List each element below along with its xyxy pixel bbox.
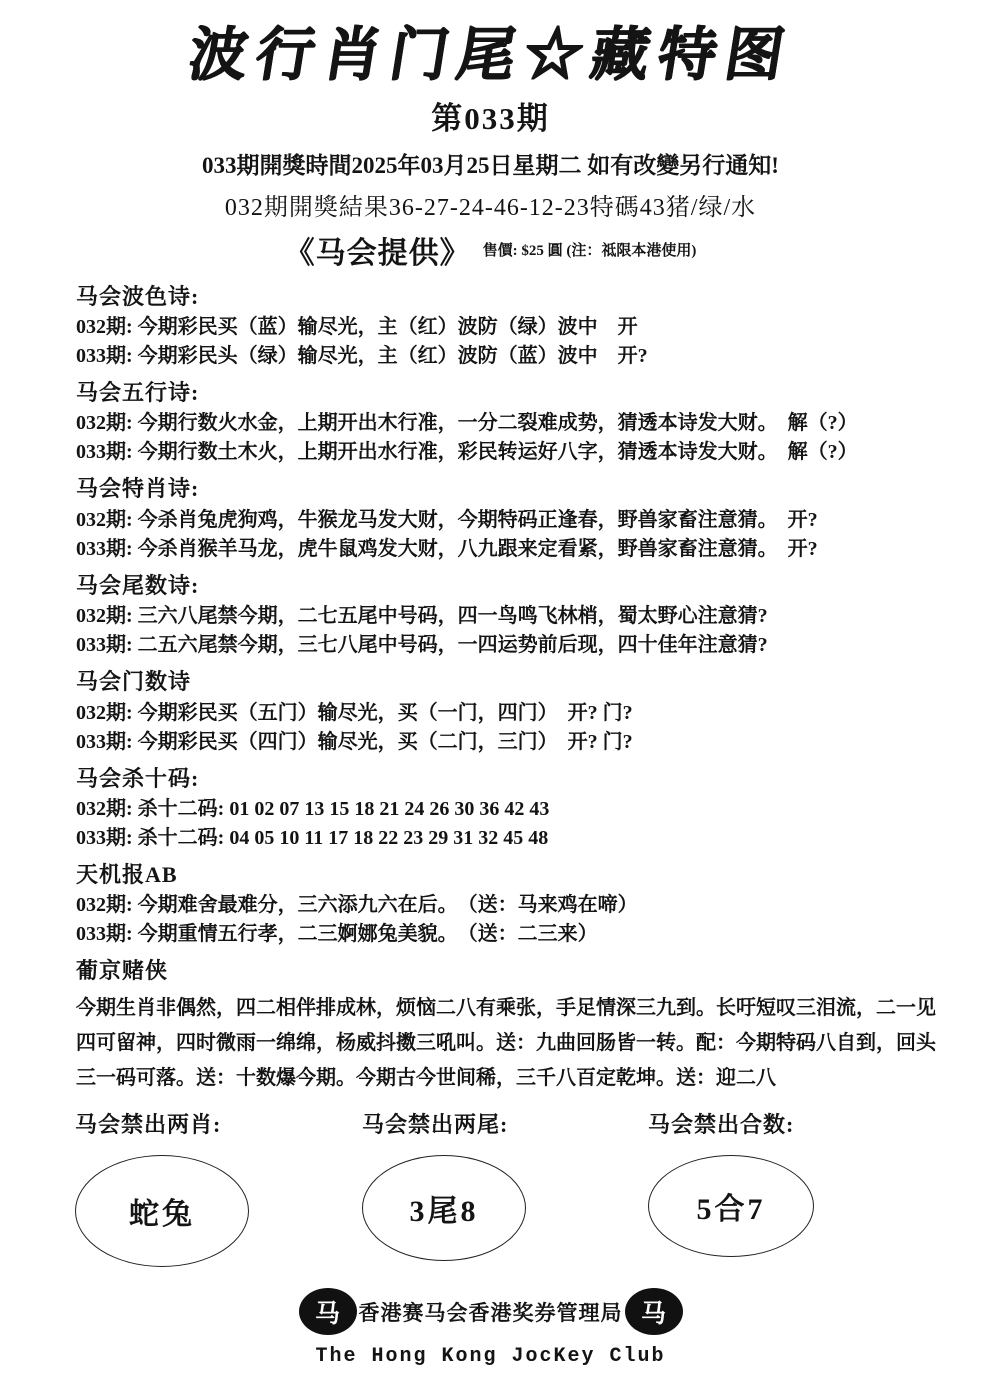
section-heading: 马会特肖诗: — [76, 476, 200, 502]
period-line: 033期: 杀十二码: 04 05 10 11 17 18 22 23 29 31 32 45 48 — [76, 827, 549, 850]
ban-sum-digit — [648, 1108, 814, 1257]
sheet-footer — [0, 1288, 981, 1368]
period-line: 033期: 今期重情五行孝，二三婀娜兔美貌。 （送：二三来） — [76, 923, 598, 946]
issue-number: 第033期 — [431, 100, 550, 136]
section-heading: 马会杀十码: — [76, 765, 200, 791]
hkjc-logo-icon: 马 — [299, 1288, 357, 1335]
section-menshu-poem — [76, 669, 936, 753]
section-kill-codes — [76, 766, 936, 850]
section-wuxing-poem — [76, 380, 936, 464]
sheet-header — [0, 0, 981, 272]
org-name-english: The Hong Kong JocKey Club — [315, 1345, 666, 1368]
section-bose-poem — [76, 284, 936, 368]
section-weishu-poem — [76, 573, 936, 657]
period-line: 033期: 二五六尾禁今期，三七八尾中号码，一四运势前后现，四十佳年注意猜? — [76, 634, 768, 657]
pujing-verse: 今期生肖非偶然，四二相伴排成林，烦恼二八有乘张，手足情深三九到。长吁短叹三泪流，二一见四可留神，四时微雨一绵绵，杨威抖擞三吼叫。送：九曲回肠皆一转。配：今期特码八自到，回头三一码可落。送：十数爆今期。今期古今世间稀，三千八百定乾坤。送：迎二八 — [76, 996, 936, 1089]
sheet-body — [0, 284, 981, 1096]
ban-oval — [362, 1155, 526, 1261]
ban-row — [0, 1108, 981, 1288]
hkjc-logo-icon: 马 — [625, 1288, 683, 1335]
ban-value: 蛇兔 — [129, 1198, 195, 1231]
section-heading: 葡京赌侠 — [76, 958, 169, 984]
last-result-line: 032期開獎結果36-27-24-46-12-23特碼43猪/绿/水 — [224, 194, 757, 221]
period-line: 032期: 今期难舍最难分，三六添九六在后。 （送：马来鸡在啼） — [76, 894, 638, 917]
section-heading: 马会波色诗: — [76, 283, 200, 309]
section-tianjibao — [76, 862, 936, 946]
section-texiao-poem — [76, 476, 936, 560]
ban-oval — [648, 1155, 814, 1257]
section-pujing-gambler — [76, 958, 936, 1095]
period-line: 033期: 今期彩民买（四门）输尽光，买（二门，三门） 开? 门? — [76, 730, 633, 753]
period-line: 033期: 今杀肖猴羊马龙，虎牛鼠鸡发大财，八九跟来定看紧，野兽家畜注意猜。 开? — [76, 537, 818, 560]
provider-label: 《马会提供》 — [284, 236, 471, 270]
period-line: 032期: 今杀肖兔虎狗鸡，牛猴龙马发大财，今期特码正逢春，野兽家畜注意猜。 开? — [76, 508, 818, 531]
ban-two-zodiacs — [75, 1108, 249, 1267]
ban-two-tails — [362, 1108, 526, 1261]
ban-label: 马会禁出两尾: — [362, 1112, 509, 1137]
period-line: 032期: 杀十二码: 01 02 07 13 15 18 21 24 26 30 36 42 43 — [76, 798, 550, 821]
section-heading: 天机报AB — [76, 862, 178, 888]
ban-value: 3尾8 — [409, 1195, 479, 1228]
section-heading: 马会五行诗: — [76, 380, 200, 406]
period-line: 033期: 今期行数土木火，上期开出水行准，彩民转运好八字，猜透本诗发大财。 解（?） — [76, 441, 858, 464]
section-heading: 马会门数诗 — [76, 669, 192, 695]
period-line: 032期: 今期彩民买（五门）输尽光，买（一门，四门） 开? 门? — [76, 701, 633, 724]
section-heading: 马会尾数诗: — [76, 572, 200, 598]
period-line: 032期: 今期彩民买（蓝）输尽光，主（红）波防（绿）波中 开 — [76, 316, 638, 339]
provider-line — [0, 228, 981, 272]
period-line: 033期: 今期彩民头（绿）输尽光，主（红）波防（蓝）波中 开? — [76, 345, 648, 368]
price-note: 售價: $25 圓 (注：祗限本港使用) — [482, 243, 697, 260]
draw-time-line: 033期開獎時間2025年03月25日星期二 如有改變另行通知! — [202, 152, 779, 178]
page-title: 波行肖门尾☆藏特图 — [183, 22, 798, 87]
ban-oval — [75, 1155, 249, 1267]
ban-label: 马会禁出合数: — [648, 1112, 795, 1137]
ban-value: 5合7 — [696, 1193, 766, 1226]
ban-label: 马会禁出两肖: — [75, 1112, 222, 1137]
period-line: 032期: 三六八尾禁今期，二七五尾中号码，四一鸟鸣飞林梢，蜀太野心注意猜? — [76, 605, 768, 628]
org-name-chinese: 香港赛马会香港奖券管理局 — [358, 1300, 623, 1325]
period-line: 032期: 今期行数火水金，上期开出木行准，一分二裂难成势，猜透本诗发大财。 解（?） — [76, 412, 858, 435]
org-logo-row — [299, 1288, 683, 1335]
